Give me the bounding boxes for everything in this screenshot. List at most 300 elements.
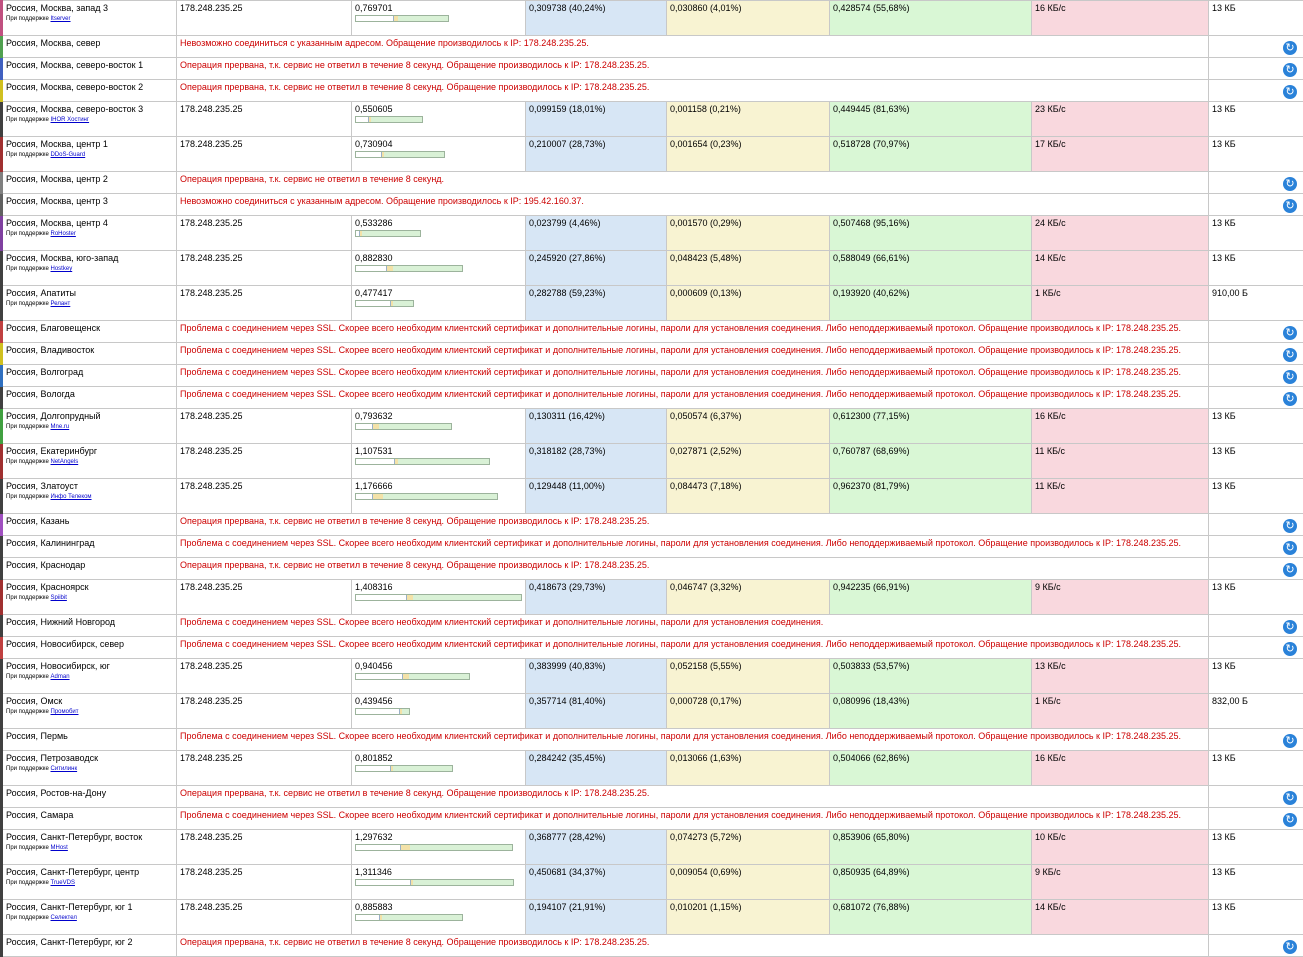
sponsor-link[interactable]: TrueVDS xyxy=(51,880,75,886)
table-row xyxy=(2,900,1303,935)
location-cell xyxy=(2,321,177,343)
location-cell xyxy=(2,1,177,36)
table-row xyxy=(2,580,1303,615)
location-cell xyxy=(2,343,177,365)
ip-cell-value: 178.248.235.25 xyxy=(180,753,243,763)
location-name: Россия, Екатеринбург xyxy=(6,446,173,457)
support-line xyxy=(6,300,173,308)
table-row xyxy=(2,409,1303,444)
speed-cell xyxy=(1032,137,1209,172)
size-cell-value: 832,00 Б xyxy=(1212,696,1248,706)
size-cell-value: 13 КБ xyxy=(1212,218,1236,228)
timing-bar-connect xyxy=(395,459,398,464)
timing-bar xyxy=(355,15,449,22)
total-time-cell xyxy=(352,694,526,729)
total-time-cell-value: 0,550605 xyxy=(355,104,393,114)
connect-cell-value: 0,001654 (0,23%) xyxy=(670,139,742,149)
ip-cell xyxy=(177,694,352,729)
size-cell-value: 13 КБ xyxy=(1212,661,1236,671)
refresh-cell xyxy=(1209,172,1303,194)
location-name: Россия, Новосибирск, север xyxy=(6,639,173,650)
error-message: Операция прервана, т.к. сервис не ответил в течение 8 секунд. Обращение производилось к IP: 178.248.235.25. xyxy=(177,786,1209,808)
refresh-icon[interactable]: ↻ xyxy=(1283,563,1297,577)
speed-cell xyxy=(1032,479,1209,514)
timing-bar xyxy=(355,230,421,237)
connect-cell xyxy=(667,1,830,36)
ttfb-cell xyxy=(830,444,1032,479)
support-prefix: При поддержке xyxy=(6,595,49,601)
timing-bar-dns xyxy=(356,674,403,679)
size-cell-value: 13 КБ xyxy=(1212,753,1236,763)
speed-cell-value: 23 КБ/с xyxy=(1035,104,1066,114)
speed-cell-value: 14 КБ/с xyxy=(1035,902,1066,912)
refresh-icon[interactable]: ↻ xyxy=(1283,642,1297,656)
location-name: Россия, Омск xyxy=(6,696,173,707)
refresh-icon[interactable]: ↻ xyxy=(1283,541,1297,555)
support-prefix: При поддержке xyxy=(6,494,49,500)
refresh-icon[interactable]: ↻ xyxy=(1283,370,1297,384)
size-cell-value: 13 КБ xyxy=(1212,481,1236,491)
timing-bar-dns xyxy=(356,880,411,885)
size-cell-value: 13 КБ xyxy=(1212,867,1236,877)
support-line xyxy=(6,493,173,501)
refresh-icon[interactable]: ↻ xyxy=(1283,620,1297,634)
dns-cell xyxy=(526,444,667,479)
error-message: Проблема с соединением через SSL. Скорее всего необходим клиентский сертификат и дополнительные логины, пароли для установления соединения. Либо неподдерживаемый протокол. Обращение производилось к IP: 178.248.235.25. xyxy=(177,387,1209,409)
sponsor-link[interactable]: Mne.ru xyxy=(51,424,70,430)
results-table-body xyxy=(2,1,1303,957)
location-cell xyxy=(2,137,177,172)
support-prefix: При поддержке xyxy=(6,709,49,715)
total-time-cell xyxy=(352,830,526,865)
location-name: Россия, Нижний Новгород xyxy=(6,617,173,628)
location-name: Россия, Москва, центр 1 xyxy=(6,139,173,150)
timing-bar xyxy=(355,879,514,886)
location-name: Россия, Златоуст xyxy=(6,481,173,492)
ip-cell-value: 178.248.235.25 xyxy=(180,139,243,149)
total-time-cell xyxy=(352,900,526,935)
connect-cell-value: 0,009054 (0,69%) xyxy=(670,867,742,877)
total-time-cell xyxy=(352,659,526,694)
table-row xyxy=(2,1,1303,36)
dns-cell xyxy=(526,865,667,900)
support-line xyxy=(6,151,173,159)
ttfb-cell xyxy=(830,830,1032,865)
support-prefix: При поддержке xyxy=(6,674,49,680)
speed-cell-value: 10 КБ/с xyxy=(1035,832,1066,842)
total-time-cell-value: 1,176666 xyxy=(355,481,393,491)
total-time-cell xyxy=(352,751,526,786)
support-line xyxy=(6,265,173,273)
size-cell xyxy=(1209,580,1303,615)
refresh-cell xyxy=(1209,365,1303,387)
refresh-icon[interactable]: ↻ xyxy=(1283,791,1297,805)
size-cell xyxy=(1209,102,1303,137)
ttfb-cell xyxy=(830,409,1032,444)
timing-bar-dns xyxy=(356,266,387,271)
location-cell xyxy=(2,729,177,751)
error-message: Проблема с соединением через SSL. Скорее всего необходим клиентский сертификат и дополнительные логины, пароли для установления соединения. Либо неподдерживаемый протокол. Обращение производилось к IP: 178.248.235.25. xyxy=(177,365,1209,387)
sponsor-link[interactable]: Adman xyxy=(51,674,70,680)
ttfb-cell xyxy=(830,694,1032,729)
speed-cell xyxy=(1032,900,1209,935)
support-prefix: При поддержке xyxy=(6,766,49,772)
refresh-cell xyxy=(1209,514,1303,536)
timing-bar-dns xyxy=(356,709,400,714)
speed-cell-value: 11 КБ/с xyxy=(1035,481,1065,491)
timing-bar xyxy=(355,300,414,307)
total-time-cell-value: 0,801852 xyxy=(355,753,393,763)
refresh-icon[interactable]: ↻ xyxy=(1283,85,1297,99)
refresh-icon[interactable]: ↻ xyxy=(1283,63,1297,77)
ttfb-cell xyxy=(830,751,1032,786)
timing-bar xyxy=(355,844,513,851)
sponsor-link[interactable]: MHost xyxy=(51,845,68,851)
sponsor-link[interactable]: Инфо Телеком xyxy=(51,494,92,500)
timing-bar-connect xyxy=(400,709,402,714)
ttfb-cell-value: 0,449445 (81,63%) xyxy=(833,104,910,114)
ttfb-cell xyxy=(830,102,1032,137)
size-cell xyxy=(1209,830,1303,865)
ip-cell-value: 178.248.235.25 xyxy=(180,582,243,592)
sponsor-link[interactable]: DDoS-Guard xyxy=(51,152,86,158)
dns-cell xyxy=(526,900,667,935)
support-line xyxy=(6,116,173,124)
timing-bar-dns xyxy=(356,117,369,122)
location-name: Россия, Санкт-Петербург, центр xyxy=(6,867,173,878)
table-row xyxy=(2,194,1303,216)
timing-bar-connect xyxy=(411,880,413,885)
connect-cell-value: 0,013066 (1,63%) xyxy=(670,753,742,763)
ttfb-cell-value: 0,853906 (65,80%) xyxy=(833,832,910,842)
ip-cell-value: 178.248.235.25 xyxy=(180,832,243,842)
connect-cell-value: 0,052158 (5,55%) xyxy=(670,661,742,671)
ip-cell xyxy=(177,1,352,36)
refresh-icon[interactable]: ↻ xyxy=(1283,41,1297,55)
location-cell xyxy=(2,694,177,729)
ip-cell xyxy=(177,830,352,865)
connect-cell xyxy=(667,409,830,444)
timing-bar-connect xyxy=(373,494,383,499)
total-time-cell xyxy=(352,444,526,479)
sponsor-link[interactable]: Релант xyxy=(51,301,71,307)
location-cell xyxy=(2,216,177,251)
support-line xyxy=(6,844,173,852)
table-row xyxy=(2,558,1303,580)
location-cell xyxy=(2,251,177,286)
table-row xyxy=(2,751,1303,786)
speed-cell-value: 16 КБ/с xyxy=(1035,411,1066,421)
support-prefix: При поддержке xyxy=(6,266,49,272)
size-cell xyxy=(1209,216,1303,251)
location-cell xyxy=(2,900,177,935)
ttfb-cell-value: 0,504066 (62,86%) xyxy=(833,753,910,763)
sponsor-link[interactable]: Ситилинк xyxy=(51,766,78,772)
size-cell-value: 13 КБ xyxy=(1212,411,1236,421)
error-message: Проблема с соединением через SSL. Скорее всего необходим клиентский сертификат и дополнительные логины, пароли для установления соединения. Либо неподдерживаемый протокол. Обращение производилось к IP: 178.248.235.25. xyxy=(177,321,1209,343)
location-name: Россия, Краснодар xyxy=(6,560,173,571)
size-cell xyxy=(1209,694,1303,729)
timing-bar xyxy=(355,914,463,921)
dns-cell xyxy=(526,137,667,172)
ip-cell xyxy=(177,251,352,286)
refresh-icon[interactable]: ↻ xyxy=(1283,177,1297,191)
speed-cell-value: 17 КБ/с xyxy=(1035,139,1066,149)
connect-cell-value: 0,010201 (1,15%) xyxy=(670,902,742,912)
speed-cell xyxy=(1032,830,1209,865)
speed-cell xyxy=(1032,286,1209,321)
table-row xyxy=(2,365,1303,387)
location-name: Россия, Пермь xyxy=(6,731,173,742)
total-time-cell xyxy=(352,865,526,900)
dns-cell xyxy=(526,580,667,615)
timing-bar-connect xyxy=(360,231,362,236)
sponsor-link[interactable]: IHOR Хостинг xyxy=(51,117,90,123)
connect-cell-value: 0,001158 (0,21%) xyxy=(670,104,741,114)
speed-cell xyxy=(1032,409,1209,444)
timing-bar-connect xyxy=(387,266,393,271)
dns-cell xyxy=(526,751,667,786)
table-row xyxy=(2,321,1303,343)
location-name: Россия, Казань xyxy=(6,516,173,527)
size-cell xyxy=(1209,444,1303,479)
ip-cell-value: 178.248.235.25 xyxy=(180,288,243,298)
ttfb-cell-value: 0,193920 (40,62%) xyxy=(833,288,910,298)
support-prefix: При поддержке xyxy=(6,424,49,430)
total-time-cell-value: 0,730904 xyxy=(355,139,393,149)
location-name: Россия, Апатиты xyxy=(6,288,173,299)
connect-cell xyxy=(667,286,830,321)
location-cell xyxy=(2,865,177,900)
table-row xyxy=(2,514,1303,536)
location-cell xyxy=(2,444,177,479)
ip-cell xyxy=(177,479,352,514)
support-prefix: При поддержке xyxy=(6,845,49,851)
ttfb-cell-value: 0,518728 (70,97%) xyxy=(833,139,910,149)
speed-cell xyxy=(1032,659,1209,694)
timing-bar xyxy=(355,493,498,500)
ttfb-cell-value: 0,507468 (95,16%) xyxy=(833,218,910,228)
refresh-icon[interactable]: ↻ xyxy=(1283,199,1297,213)
location-name: Россия, Калининград xyxy=(6,538,173,549)
dns-cell-value: 0,130311 (16,42%) xyxy=(529,411,605,421)
timing-bar-dns xyxy=(356,301,391,306)
ip-cell-value: 178.248.235.25 xyxy=(180,867,243,877)
sponsor-link[interactable]: RoHoster xyxy=(51,231,76,237)
refresh-icon[interactable]: ↻ xyxy=(1283,940,1297,954)
speed-cell-value: 1 КБ/с xyxy=(1035,288,1061,298)
support-line xyxy=(6,423,173,431)
sponsor-link[interactable]: Селектел xyxy=(51,915,77,921)
location-name: Россия, Красноярск xyxy=(6,582,173,593)
dns-cell-value: 0,357714 (81,40%) xyxy=(529,696,606,706)
location-name: Россия, Петрозаводск xyxy=(6,753,173,764)
support-prefix: При поддержке xyxy=(6,915,49,921)
location-name: Россия, Москва, север xyxy=(6,38,173,49)
dns-cell-value: 0,194107 (21,91%) xyxy=(529,902,606,912)
table-row xyxy=(2,786,1303,808)
timing-bar-connect xyxy=(407,595,413,600)
ip-cell xyxy=(177,865,352,900)
table-row xyxy=(2,659,1303,694)
error-message: Операция прервана, т.к. сервис не ответил в течение 8 секунд. Обращение производилось к IP: 178.248.235.25. xyxy=(177,58,1209,80)
timing-bar-connect xyxy=(382,152,384,157)
error-message: Проблема с соединением через SSL. Скорее всего необходим клиентский сертификат и дополнительные логины, пароли для установления соединения. Либо неподдерживаемый протокол. Обращение производилось к IP: 178.248.235.25. xyxy=(177,637,1209,659)
sponsor-link[interactable]: Itserver xyxy=(51,16,71,22)
refresh-cell xyxy=(1209,786,1303,808)
support-prefix: При поддержке xyxy=(6,152,49,158)
location-name: Россия, Москва, центр 4 xyxy=(6,218,173,229)
size-cell xyxy=(1209,865,1303,900)
location-name: Россия, Вологда xyxy=(6,389,173,400)
speed-cell-value: 11 КБ/с xyxy=(1035,446,1065,456)
speed-cell-value: 13 КБ/с xyxy=(1035,661,1066,671)
refresh-icon[interactable]: ↻ xyxy=(1283,326,1297,340)
ip-cell xyxy=(177,137,352,172)
ttfb-cell xyxy=(830,1,1032,36)
connect-cell-value: 0,048423 (5,48%) xyxy=(670,253,742,263)
ip-cell-value: 178.248.235.25 xyxy=(180,446,243,456)
ip-cell-value: 178.248.235.25 xyxy=(180,218,243,228)
location-cell xyxy=(2,751,177,786)
ttfb-cell xyxy=(830,479,1032,514)
location-cell xyxy=(2,286,177,321)
location-cell xyxy=(2,808,177,830)
timing-bar-connect xyxy=(369,117,371,122)
ip-cell-value: 178.248.235.25 xyxy=(180,411,243,421)
connect-cell-value: 0,027871 (2,52%) xyxy=(670,446,742,456)
timing-bar-connect xyxy=(391,766,393,771)
size-cell xyxy=(1209,900,1303,935)
sponsor-link[interactable]: Промобит xyxy=(51,709,79,715)
connect-cell-value: 0,001570 (0,29%) xyxy=(670,218,742,228)
sponsor-link[interactable]: Spiibit xyxy=(51,595,67,601)
ip-cell-value: 178.248.235.25 xyxy=(180,661,243,671)
refresh-cell xyxy=(1209,808,1303,830)
refresh-icon[interactable]: ↻ xyxy=(1283,813,1297,827)
support-prefix: При поддержке xyxy=(6,117,49,123)
total-time-cell-value: 0,533286 xyxy=(355,218,393,228)
support-line xyxy=(6,594,173,602)
location-name: Россия, Москва, северо-восток 1 xyxy=(6,60,173,71)
total-time-cell-value: 0,439456 xyxy=(355,696,393,706)
total-time-cell-value: 1,311346 xyxy=(355,867,392,877)
size-cell-value: 13 КБ xyxy=(1212,139,1236,149)
refresh-icon[interactable]: ↻ xyxy=(1283,348,1297,362)
total-time-cell xyxy=(352,580,526,615)
timing-bar xyxy=(355,151,445,158)
speed-cell xyxy=(1032,102,1209,137)
timing-bar-dns xyxy=(356,459,395,464)
timing-bar-dns xyxy=(356,16,394,21)
table-row xyxy=(2,935,1303,957)
error-message: Проблема с соединением через SSL. Скорее всего необходим клиентский сертификат и дополнительные логины, пароли для установления соединения. Либо неподдерживаемый протокол. Обращение производилось к IP: 178.248.235.25. xyxy=(177,729,1209,751)
location-name: Россия, Москва, северо-восток 3 xyxy=(6,104,173,115)
total-time-cell-value: 0,885883 xyxy=(355,902,393,912)
support-line xyxy=(6,879,173,887)
support-prefix: При поддержке xyxy=(6,231,49,237)
refresh-cell xyxy=(1209,80,1303,102)
speed-cell-value: 9 КБ/с xyxy=(1035,582,1061,592)
location-cell xyxy=(2,615,177,637)
connect-cell xyxy=(667,580,830,615)
refresh-icon[interactable]: ↻ xyxy=(1283,519,1297,533)
ip-cell xyxy=(177,444,352,479)
connect-cell xyxy=(667,102,830,137)
size-cell-value: 910,00 Б xyxy=(1212,288,1248,298)
ttfb-cell-value: 0,588049 (66,61%) xyxy=(833,253,910,263)
table-row xyxy=(2,536,1303,558)
refresh-cell xyxy=(1209,637,1303,659)
size-cell xyxy=(1209,1,1303,36)
dns-cell-value: 0,383999 (40,83%) xyxy=(529,661,606,671)
support-prefix: При поддержке xyxy=(6,301,49,307)
refresh-icon[interactable]: ↻ xyxy=(1283,392,1297,406)
support-line xyxy=(6,230,173,238)
location-cell xyxy=(2,365,177,387)
speed-cell-value: 24 КБ/с xyxy=(1035,218,1066,228)
timing-bar-dns xyxy=(356,845,401,850)
location-cell xyxy=(2,659,177,694)
total-time-cell-value: 0,940456 xyxy=(355,661,393,671)
location-cell xyxy=(2,409,177,444)
speed-cell xyxy=(1032,751,1209,786)
size-cell-value: 13 КБ xyxy=(1212,446,1236,456)
error-message: Операция прервана, т.к. сервис не ответил в течение 8 секунд. Обращение производилось к IP: 178.248.235.25. xyxy=(177,558,1209,580)
ttfb-cell-value: 0,942235 (66,91%) xyxy=(833,582,910,592)
dns-cell-value: 0,129448 (11,00%) xyxy=(529,481,605,491)
dns-cell-value: 0,368777 (28,42%) xyxy=(529,832,606,842)
dns-cell-value: 0,318182 (28,73%) xyxy=(529,446,606,456)
ttfb-cell-value: 0,681072 (76,88%) xyxy=(833,902,910,912)
ip-cell xyxy=(177,900,352,935)
refresh-icon[interactable]: ↻ xyxy=(1283,734,1297,748)
ttfb-cell-value: 0,962370 (81,79%) xyxy=(833,481,910,491)
total-time-cell-value: 0,769701 xyxy=(355,3,393,13)
table-row xyxy=(2,286,1303,321)
support-line xyxy=(6,708,173,716)
location-cell xyxy=(2,514,177,536)
location-cell xyxy=(2,637,177,659)
refresh-cell xyxy=(1209,558,1303,580)
dns-cell xyxy=(526,286,667,321)
support-prefix: При поддержке xyxy=(6,459,49,465)
table-row xyxy=(2,343,1303,365)
size-cell xyxy=(1209,751,1303,786)
sponsor-link[interactable]: Hostkey xyxy=(51,266,73,272)
table-row xyxy=(2,216,1303,251)
location-name: Россия, Москва, северо-восток 2 xyxy=(6,82,173,93)
location-cell xyxy=(2,58,177,80)
location-name: Россия, Москва, центр 3 xyxy=(6,196,173,207)
speed-cell xyxy=(1032,251,1209,286)
speed-cell xyxy=(1032,580,1209,615)
connect-cell-value: 0,046747 (3,32%) xyxy=(670,582,742,592)
ip-cell-value: 178.248.235.25 xyxy=(180,481,243,491)
sponsor-link[interactable]: NetAngels xyxy=(51,459,79,465)
timing-bar xyxy=(355,708,410,715)
total-time-cell-value: 1,107531 xyxy=(355,446,393,456)
total-time-cell xyxy=(352,216,526,251)
total-time-cell-value: 0,793632 xyxy=(355,411,393,421)
timing-bar xyxy=(355,458,490,465)
dns-cell-value: 0,450681 (34,37%) xyxy=(529,867,606,877)
refresh-cell xyxy=(1209,935,1303,957)
ttfb-cell-value: 0,760787 (68,69%) xyxy=(833,446,910,456)
ttfb-cell xyxy=(830,865,1032,900)
ttfb-cell-value: 0,850935 (64,89%) xyxy=(833,867,910,877)
connect-cell xyxy=(667,137,830,172)
